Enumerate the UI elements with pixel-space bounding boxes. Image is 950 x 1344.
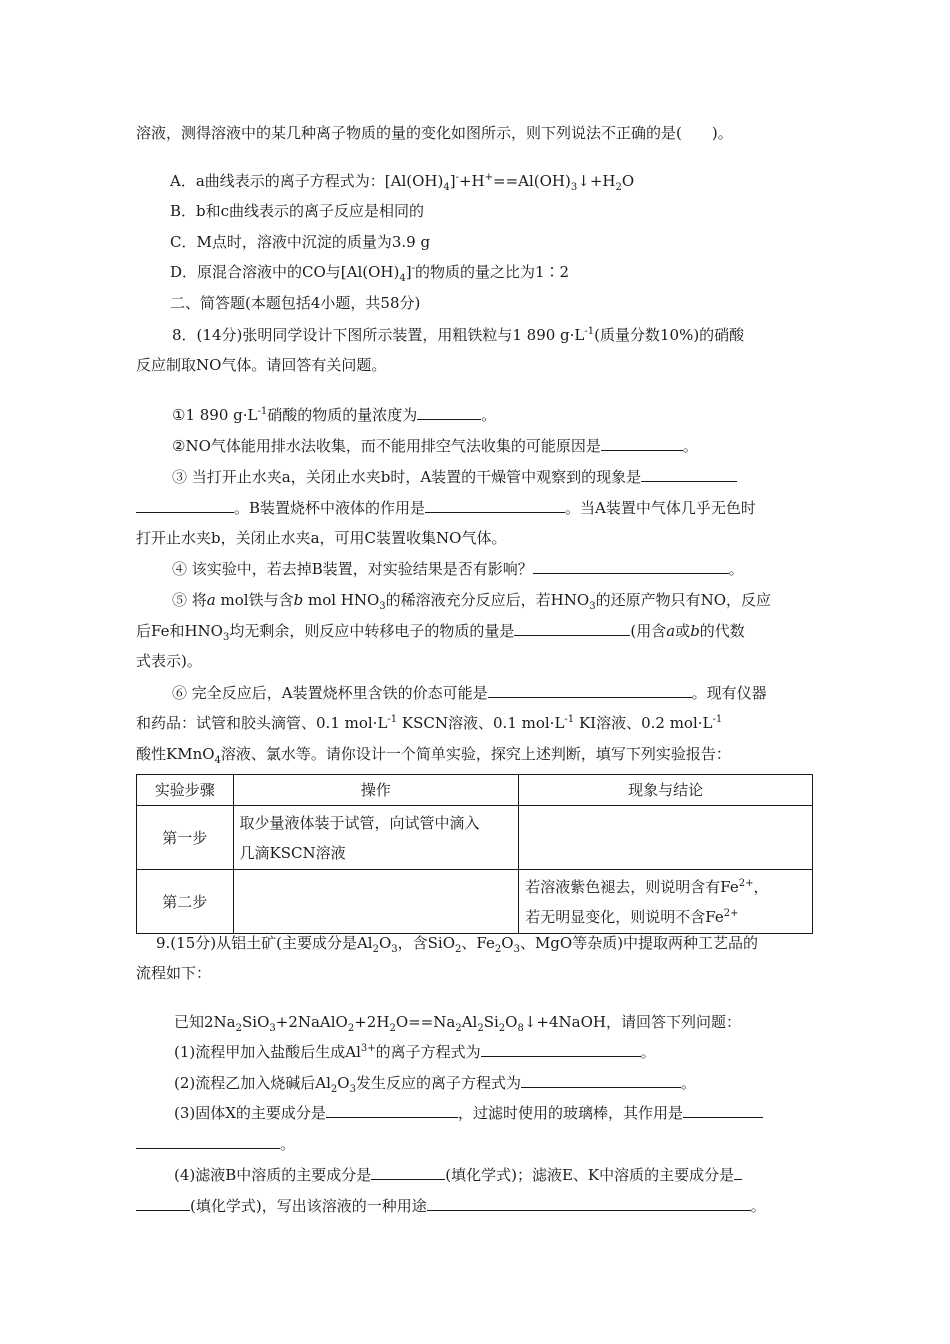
q7-option-a: A．a曲线表示的离子方程式为：$[Al(OH)_4]^-+H^+==Al(OH)_3↓+H_2O$ [170,172,635,193]
answer-blank[interactable] [521,1073,681,1088]
q8-stem-line2: 反应制取NO气体。请回答有关问题。 [136,356,387,374]
table-cell-operation[interactable] [233,870,519,934]
q8-part3-line3: 打开止水夹b，关闭止水夹a，可用C装置收集NO气体。 [136,529,507,547]
q7-option-d: D．原混合溶液中的CO与$[Al(OH)_4]^-$的物质的量之比为1∶2 [170,263,570,284]
answer-blank[interactable] [481,1042,641,1057]
table-cell-step: 第二步 [137,870,234,934]
table-header-cell: 现象与结论 [519,775,813,806]
table-cell-operation: 取少量液体装于试管，向试管中滴入 几滴KSCN溶液 [233,806,519,870]
q9-stem-line1: 9.(15分)从铝土矿(主要成分是$Al_2O_3$，含SiO$_2$、$Fe_2O_3$、MgO等杂质)中提取两种工艺品的 [156,934,759,955]
table-header-cell: 操作 [233,775,519,806]
q8-part2: ②NO气体能用排水法收集，而不能用排空气法收集的可能原因是 。 [172,437,698,455]
table-cell-result[interactable] [519,806,813,870]
q8-stem-line1: 8．(14分)张明同学设计下图所示装置，用粗铁粒与1 890 $g\cdot L^{-1}$(质量分数10%)的硝酸 [172,326,745,344]
answer-blank[interactable] [326,1103,458,1118]
q9-subq2: (2)流程乙加入烧碱后$Al_2O_3$发生反应的离子方程式为 。 [174,1074,696,1095]
q8-part4: ④ 该实验中，若去掉B装置，对实验结果是否有影响？ 。 [172,560,744,578]
answer-blank[interactable] [427,1196,751,1211]
answer-blank[interactable] [683,1103,763,1118]
table-header-row [137,775,813,806]
table-cell-result: 若溶液紫色褪去，则说明含有$Fe^{2+}$， 若无明显变化，则说明不含$Fe^{2+}$ [519,870,813,934]
table-cell-step: 第一步 [137,806,234,870]
q8-part3-line2: 。B装置烧杯中液体的作用是 。当A装置中气体几乎无色时 [136,497,756,519]
table-row-step1 [137,806,813,870]
answer-blank[interactable] [136,1134,280,1149]
experiment-report-table [136,774,813,934]
answer-blank[interactable] [136,498,234,513]
q9-subq1: (1)流程甲加入盐酸后生成$Al^{3+}$的离子方程式为 。 [174,1043,656,1061]
answer-blank[interactable] [514,621,630,636]
q8-part3-line1: ③ 当打开止水夹a，关闭止水夹b时，A装置的干燥管中观察到的现象是 [172,466,737,488]
answer-blank[interactable] [417,405,481,420]
q8-part5-line2: 后Fe和$HNO_3$均无剩余，则反应中转移电子的物质的量是 (用含a或b的代数 [136,622,745,643]
q8-part5-line1: ⑤ 将a mol铁与含b mol $HNO_3$的稀溶液充分反应后，若$HNO_3$的还原产物只有NO，反应 [172,591,771,612]
q9-subq4-line1: (4)滤液B中溶质的主要成分是 (填化学式)；滤液E、K中溶质的主要成分是 [174,1164,742,1186]
section2-heading: 二、简答题(本题包括4小题，共58分) [170,294,421,312]
answer-blank[interactable] [136,1196,190,1211]
table-header-cell: 实验步骤 [137,775,234,806]
q9-subq3-line2: 。 [136,1133,295,1155]
q7-option-c: C．M点时，溶液中沉淀的质量为3.9 g [170,233,431,251]
q9-stem-line2: 流程如下： [136,964,212,982]
answer-blank[interactable] [488,683,692,698]
table-row-step2 [137,870,813,934]
q9-known-equation: 已知$2Na_2SiO_3+2NaAlO_2+2H_2O==Na_2Al_2Si_2O_8↓+4NaOH$，请回答下列问题： [174,1013,741,1034]
answer-blank[interactable] [641,467,737,482]
answer-blank[interactable] [371,1165,445,1180]
q8-part6-line2: 和药品：试管和胶头滴管、0.1 $mol\cdot L^{-1}$ KSCN溶液、0.1 $mol\cdot L^{-1}$ KI溶液、0.2 $mol\cdot L^{-1}$ [136,714,723,732]
q9-subq3-line1: (3)固体X的主要成分是 ，过滤时使用的玻璃棒，其作用是 [174,1102,763,1124]
q8-part6-line3: 酸性KMnO$_4$溶液、氯水等。请你设计一个简单实验，探究上述判断，填写下列实验报告： [136,745,731,766]
answer-blank[interactable] [601,436,683,451]
answer-blank[interactable] [734,1165,742,1180]
q7-stem-end: 溶液，测得溶液中的某几种离子物质的量的变化如图所示，则下列说法不正确的是( )。 [136,124,733,142]
answer-blank[interactable] [425,498,565,513]
answer-blank[interactable] [533,559,729,574]
q9-subq4-line2: (填化学式)，写出该溶液的一种用途 。 [136,1195,766,1217]
q7-option-b: B．b和c曲线表示的离子反应是相同的 [170,202,425,220]
q8-part6-line1: ⑥ 完全反应后，A装置烧杯里含铁的价态可能是 。现有仪器 [172,684,767,702]
q8-part5-line3: 式表示)。 [136,652,202,670]
q8-part1: ①1 890 $g\cdot L^{-1}$硝酸的物质的量浓度为 。 [172,406,497,424]
